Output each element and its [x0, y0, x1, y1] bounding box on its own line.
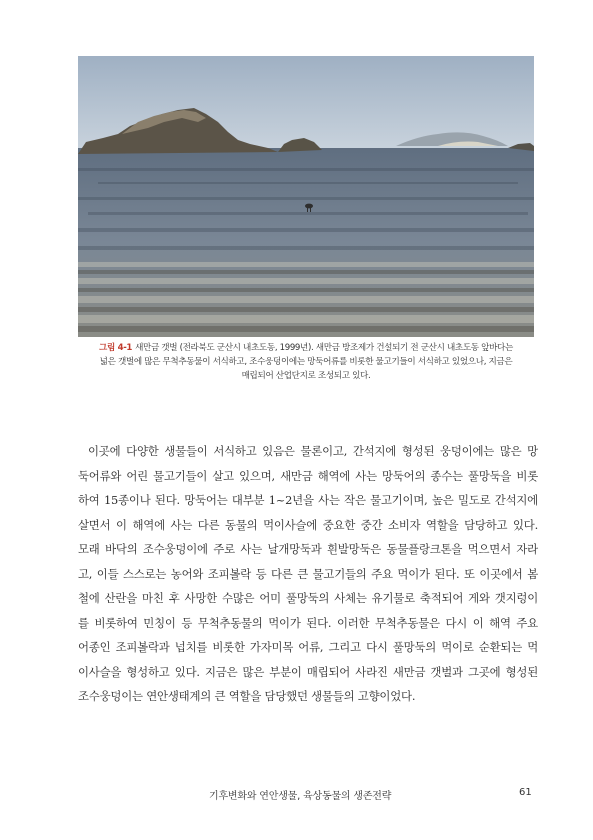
- caption-line-2: 넓은 갯벌에 많은 무척추동물이 서식하고, 조수웅덩이에는 망둑어류를 비롯한 물고기들이 서식하고 있었으나, 지금은: [99, 357, 513, 367]
- body-line: 이곳에 다양한 생물들이 서식하고 있음은 물론이고, 간석지에 형성된 웅덩이에는 많은 망: [88, 444, 538, 458]
- caption-line-3: 매립되어 산업단지로 조성되고 있다.: [241, 371, 371, 381]
- page-footer: [0, 787, 593, 803]
- caption-line-1: [78, 341, 534, 355]
- caption-text-1: 새만금 갯벌 (전라북도 군산시 내초도동, 1999년). 새만금 방조제가 건설되기 전 군산시 내초도동 앞바다는: [135, 343, 513, 353]
- body-line: 살면서 이 해역에 사는 다른 동물의 먹이사슬에 중요한 중간 소비자 역할을 담당하고 있다.: [78, 517, 538, 532]
- body-line: 철에 산란을 마친 후 사망한 수많은 어미 풀망둑의 사체는 유기물로 축적되어 게와 갯지렁이: [78, 591, 538, 605]
- body-line: 하여 15종이나 된다. 망둑어는 대부분 1~2년을 사는 작은 물고기이며, 높은 밀도로 간석지에: [78, 493, 538, 507]
- body-line: 어종인 조피볼락과 넙치를 비롯한 가자미목 어류, 그리고 다시 풀망둑의 먹이로 순환되는 먹: [78, 640, 538, 654]
- figure-label: 그림 4-1: [99, 343, 133, 353]
- body-line: 조수웅덩이는 연안생태계의 큰 역할을 담당했던 생물들의 고향이었다.: [78, 689, 416, 703]
- tidal-flat-image: [78, 56, 534, 337]
- body-line: 모래 바닥의 조수웅덩이에 주로 사는 날개망둑과 흰발망둑은 동물플랑크톤을 먹으면서 자라: [78, 542, 538, 556]
- figure-caption: [78, 341, 534, 383]
- body-line: 를 비롯하여 민칭이 등 무척추동물의 먹이가 된다. 이러한 무척추동물은 다시 이 해역 주요: [78, 615, 538, 630]
- page-number: 61: [519, 787, 532, 798]
- body-paragraph: [78, 439, 538, 709]
- running-title: 기후변화와 연안생물, 육상동물의 생존전략: [209, 791, 392, 802]
- body-line: 고, 이들 스스로는 농어와 조피볼락 등 다른 큰 물고기들의 주요 먹이가 된다. 또 이곳에서 봄: [78, 566, 538, 581]
- body-line: 이사슬을 형성하고 있다. 지금은 많은 부분이 매립되어 사라진 새만금 갯벌과 그곳에 형성된: [78, 664, 538, 679]
- tidal-flat-photo: [78, 56, 534, 337]
- body-line: 둑어류와 어린 물고기들이 살고 있으며, 새만금 해역에 사는 망둑어의 종수는 풀망둑을 비롯: [78, 468, 538, 483]
